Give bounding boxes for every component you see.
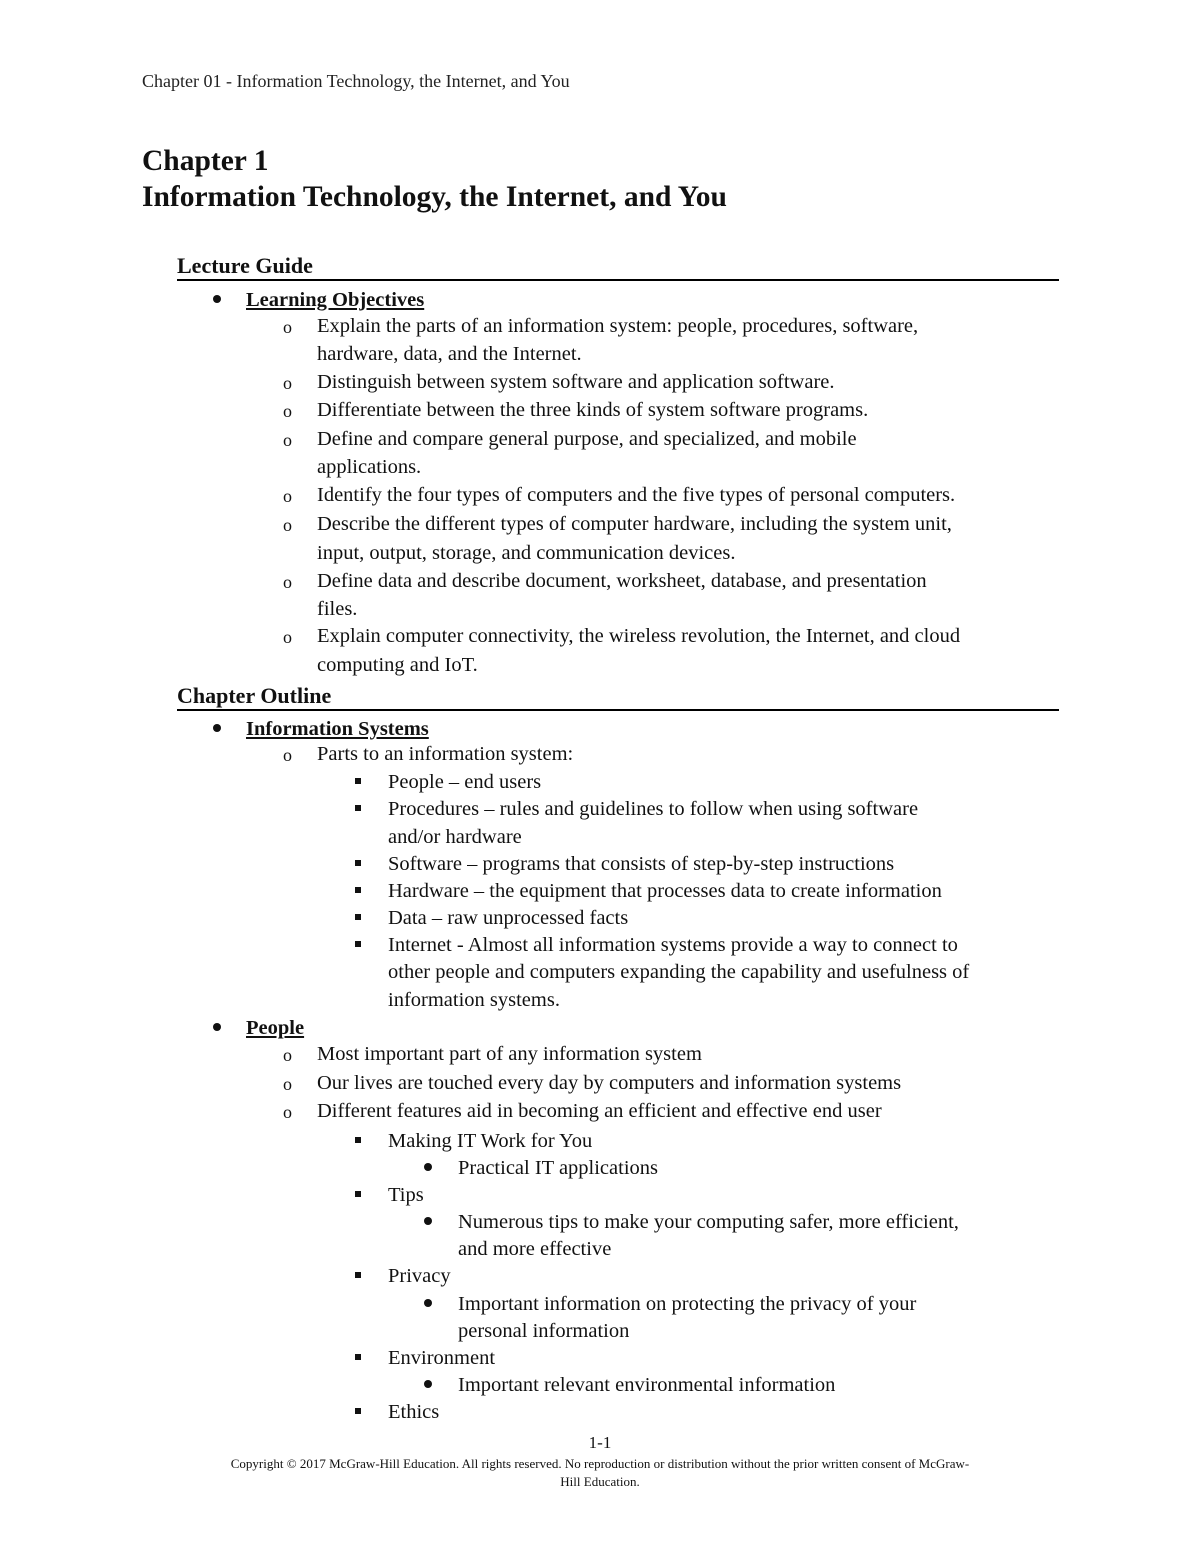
feature-item: Making IT Work for You [388,1130,593,1152]
part-item: Data – raw unprocessed facts [388,907,629,929]
objective-item: Identify the four types of computers and the five types of personal computers. [317,484,956,506]
square-bullet-icon [355,778,361,784]
circle-bullet-icon: o [283,317,292,337]
parts-intro: Parts to an information system: [317,743,574,765]
bullet-icon [424,1163,432,1171]
circle-bullet-icon: o [283,430,292,450]
objective-item: Define data and describe document, worksheet, database, and presentation [317,570,927,592]
part-item-cont: information systems. [388,989,560,1011]
chapter-outline-heading: Chapter Outline [177,683,1059,711]
objective-item: Distinguish between system software and application software. [317,371,835,393]
chapter-title [142,143,727,215]
objective-item-cont: files. [317,598,358,620]
part-item: People – end users [388,771,542,793]
page-number: 1-1 [588,1433,612,1452]
part-item: Internet - Almost all information systems provide a way to connect to [388,934,958,956]
feature-item: Privacy [388,1265,451,1287]
circle-bullet-icon: o [283,1045,292,1065]
circle-bullet-icon: o [283,627,292,647]
circle-bullet-icon: o [283,373,292,393]
square-bullet-icon [355,941,361,947]
objective-item: Explain the parts of an information system: people, procedures, software, [317,315,919,337]
circle-bullet-icon: o [283,1102,292,1122]
square-bullet-icon [355,1272,361,1278]
feature-item: Ethics [388,1401,440,1423]
bullet-icon [213,295,221,303]
square-bullet-icon [355,1137,361,1143]
feature-detail: Important information on protecting the privacy of your [458,1293,917,1315]
running-header: Chapter 01 - Information Technology, the Internet, and You [142,71,570,91]
feature-detail: Important relevant environmental information [458,1374,836,1396]
square-bullet-icon [355,1354,361,1360]
circle-bullet-icon: o [283,486,292,506]
circle-bullet-icon: o [283,745,292,765]
objective-item-cont: computing and IoT. [317,654,478,676]
objective-item: Define and compare general purpose, and specialized, and mobile [317,428,857,450]
feature-detail-cont: and more effective [458,1238,612,1260]
bullet-icon [213,1023,221,1031]
part-item: Hardware – the equipment that processes data to create information [388,880,942,902]
feature-item: Tips [388,1184,424,1206]
square-bullet-icon [355,887,361,893]
bullet-icon [424,1380,432,1388]
people-point: Our lives are touched every day by computers and information systems [317,1072,902,1094]
learning-objectives-heading: Learning Objectives [246,289,425,311]
people-point: Different features aid in becoming an efficient and effective end user [317,1100,882,1122]
copyright-line-cont: Hill Education. [560,1474,640,1489]
square-bullet-icon [355,914,361,920]
copyright-line: Copyright © 2017 McGraw-Hill Education. All rights reserved. No reproduction or distribution without the prior written consent of McGraw- [230,1456,970,1471]
objective-item-cont: applications. [317,456,422,478]
objective-item-cont: hardware, data, and the Internet. [317,343,582,365]
chapter-name: Information Technology, the Internet, and You [142,181,727,213]
objective-item: Differentiate between the three kinds of system software programs. [317,399,869,421]
circle-bullet-icon: o [283,401,292,421]
part-item: Procedures – rules and guidelines to follow when using software [388,798,919,820]
feature-detail: Numerous tips to make your computing safer, more efficient, [458,1211,959,1233]
feature-detail-cont: personal information [458,1320,630,1342]
square-bullet-icon [355,1408,361,1414]
chapter-number: Chapter 1 [142,145,269,177]
people-point: Most important part of any information system [317,1043,702,1065]
feature-detail: Practical IT applications [458,1157,658,1179]
feature-item: Environment [388,1347,496,1369]
lecture-guide-heading: Lecture Guide [177,253,1059,281]
bullet-icon [213,724,221,732]
circle-bullet-icon: o [283,515,292,535]
circle-bullet-icon: o [283,1074,292,1094]
people-heading: People [246,1017,305,1039]
objective-item-cont: input, output, storage, and communication devices. [317,542,736,564]
part-item-cont: and/or hardware [388,826,522,848]
objective-item: Describe the different types of computer hardware, including the system unit, [317,513,952,535]
circle-bullet-icon: o [283,572,292,592]
copyright-notice [150,1455,1050,1491]
bullet-icon [424,1217,432,1225]
information-systems-heading: Information Systems [246,718,429,740]
objective-item: Explain computer connectivity, the wireless revolution, the Internet, and cloud [317,625,961,647]
square-bullet-icon [355,1191,361,1197]
part-item-cont: other people and computers expanding the capability and usefulness of [388,961,970,983]
bullet-icon [424,1299,432,1307]
square-bullet-icon [355,805,361,811]
square-bullet-icon [355,860,361,866]
part-item: Software – programs that consists of step-by-step instructions [388,853,895,875]
